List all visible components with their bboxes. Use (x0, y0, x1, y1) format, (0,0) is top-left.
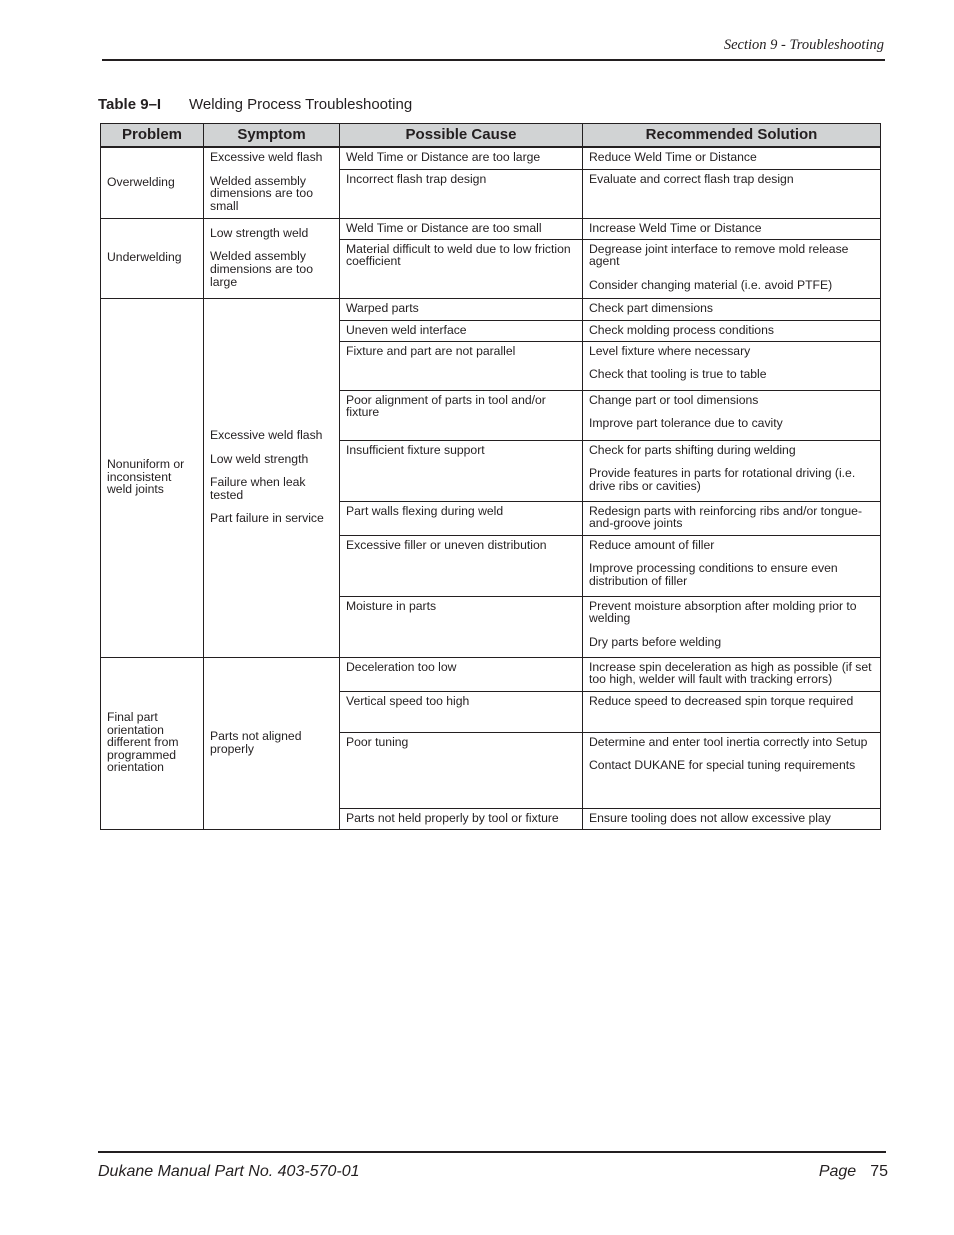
cause-cell: Excessive filler or uneven distribution (340, 535, 583, 596)
solution-cell-line: Check for parts shifting during welding (589, 442, 796, 457)
solution-cell (583, 320, 881, 341)
solution-cell (583, 596, 881, 657)
cause-cell: Uneven weld interface (340, 320, 583, 341)
table-header-row (101, 124, 881, 148)
solution-cell (583, 169, 881, 218)
solution-cell-line: Reduce speed to decreased spin torque required (589, 693, 854, 708)
cause-cell: Insufficient fixture support (340, 440, 583, 501)
table-title: Welding Process Troubleshooting (189, 96, 413, 113)
symptom-cell-line: Welded assembly dimensions are too large (210, 249, 313, 289)
solution-cell (583, 691, 881, 732)
cause-cell: Material difficult to weld due to low friction coefficient (340, 239, 583, 298)
table-row (101, 657, 881, 691)
page-indicator (819, 1163, 888, 1181)
symptom-cell-line: Parts not aligned properly (210, 728, 302, 756)
solution-cell-line: Contact DUKANE for special tuning requirements (589, 758, 856, 773)
table-row (101, 298, 881, 320)
solution-cell (583, 732, 881, 808)
solution-cell-line: Increase spin deceleration as high as possible (if set too high, welder will fault with tracking errors) (589, 659, 872, 687)
solution-cell-line: Change part or tool dimensions (589, 392, 759, 407)
solution-cell-line: Improve part tolerance due to cavity (589, 416, 783, 431)
solution-cell-line: Determine and enter tool inertia correctly into Setup (589, 734, 868, 749)
solution-cell-line: Provide features in parts for rotational driving (i.e. drive ribs or cavities) (589, 466, 856, 493)
column-header-problem: Problem (101, 124, 204, 148)
table-row (101, 218, 881, 239)
solution-cell-line: Evaluate and correct flash trap design (589, 171, 794, 186)
solution-cell-line: Increase Weld Time or Distance (589, 220, 762, 235)
solution-cell-line: Consider changing material (i.e. avoid PTFE) (589, 277, 833, 292)
solution-cell-line: Improve processing conditions to ensure even distribution of filler (589, 561, 838, 588)
manual-part-number: Dukane Manual Part No. 403-570-01 (98, 1163, 360, 1180)
cause-cell: Warped parts (340, 298, 583, 320)
solution-cell-line: Redesign parts with reinforcing ribs and/or tongue-and-groove joints (589, 503, 863, 531)
cause-cell: Fixture and part are not parallel (340, 341, 583, 390)
table-row (101, 147, 881, 169)
line-gap (210, 442, 333, 453)
solution-cell-line: Reduce Weld Time or Distance (589, 150, 757, 164)
footer-rule (98, 1151, 886, 1153)
column-header-cause: Possible Cause (340, 124, 583, 148)
solution-cell (583, 298, 881, 320)
column-header-solution: Recommended Solution (583, 124, 881, 148)
line-gap (210, 164, 333, 175)
solution-cell-line: Check that tooling is true to table (589, 367, 767, 382)
cause-cell: Parts not held properly by tool or fixture (340, 808, 583, 829)
solution-cell-line: Degrease joint interface to remove mold release agent (589, 241, 849, 269)
table-caption (98, 96, 412, 113)
problem-cell: Underwelding (101, 218, 204, 298)
cause-cell: Weld Time or Distance are too large (340, 147, 583, 169)
problem-cell: Final part orientation different from programmed orientation (101, 657, 204, 829)
symptom-cell-line: Welded assembly dimensions are too small (210, 173, 313, 213)
symptom-cell (204, 147, 340, 218)
solution-cell (583, 440, 881, 501)
symptom-cell (204, 218, 340, 298)
solution-cell-line: Check part dimensions (589, 300, 713, 315)
header-rule (102, 59, 885, 61)
symptom-cell-line: Excessive weld flash (210, 150, 323, 164)
solution-cell-line: Ensure tooling does not allow excessive play (589, 810, 831, 825)
page-number: 75 (870, 1163, 888, 1180)
symptom-cell-line: Low strength weld (210, 225, 309, 240)
troubleshooting-table (100, 123, 881, 830)
column-header-symptom: Symptom (204, 124, 340, 148)
problem-cell: Overwelding (101, 147, 204, 218)
symptom-cell-line: Excessive weld flash (210, 428, 323, 443)
table-body (101, 147, 881, 829)
solution-cell-line: Reduce amount of filler (589, 537, 715, 552)
solution-cell (583, 808, 881, 829)
solution-cell (583, 657, 881, 691)
solution-cell (583, 239, 881, 298)
cause-cell: Incorrect flash trap design (340, 169, 583, 218)
cause-cell: Poor alignment of parts in tool and/or fixture (340, 390, 583, 440)
solution-cell-line: Check molding process conditions (589, 322, 774, 337)
cause-cell: Deceleration too low (340, 657, 583, 691)
solution-cell-line: Level fixture where necessary (589, 343, 751, 358)
symptom-cell-line: Failure when leak tested (210, 475, 306, 502)
cause-cell: Part walls flexing during weld (340, 501, 583, 535)
cause-cell: Poor tuning (340, 732, 583, 808)
problem-cell: Nonuniform or inconsistent weld joints (101, 298, 204, 657)
cause-cell: Weld Time or Distance are too small (340, 218, 583, 239)
solution-cell (583, 218, 881, 239)
symptom-cell (204, 657, 340, 829)
solution-cell-line: Dry parts before welding (589, 634, 722, 649)
solution-cell-line: Prevent moisture absorption after molding prior to welding (589, 598, 857, 626)
page-label: Page (818, 1163, 857, 1180)
symptom-cell-line: Low weld strength (210, 451, 309, 466)
solution-cell (583, 535, 881, 596)
table-number: Table 9–I (98, 96, 162, 113)
section-header: Section 9 - Troubleshooting (723, 37, 884, 53)
cause-cell: Moisture in parts (340, 596, 583, 657)
solution-cell (583, 341, 881, 390)
solution-cell (583, 501, 881, 535)
cause-cell: Vertical speed too high (340, 691, 583, 732)
solution-cell (583, 147, 881, 169)
symptom-cell-line: Part failure in service (210, 511, 324, 526)
solution-cell (583, 390, 881, 440)
symptom-cell (204, 298, 340, 657)
